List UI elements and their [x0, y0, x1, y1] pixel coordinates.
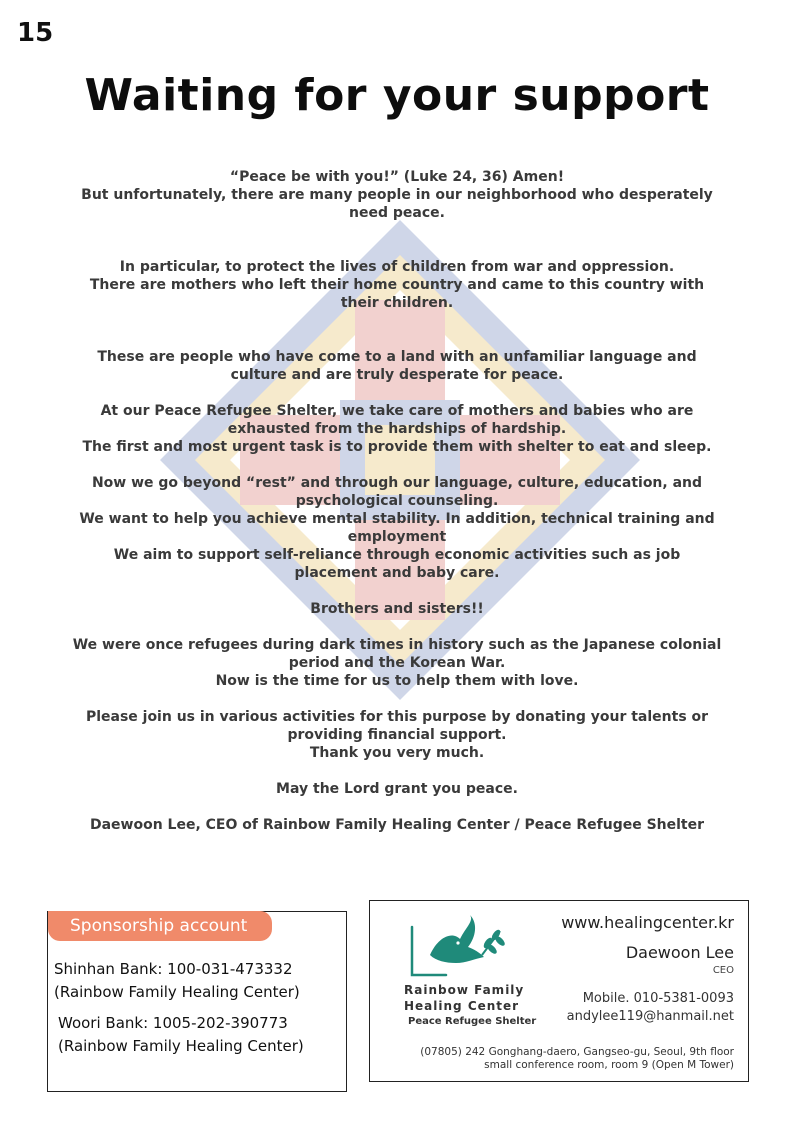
- paragraph: “Peace be with you!” (Luke 24, 36) Amen! But unfortunately, there are many people in our neighborhood who desperately need peace.: [81, 169, 713, 221]
- paragraph: Brothers and sisters!!: [310, 601, 484, 617]
- shinhan-bank-account: Shinhan Bank: 100-031-473332 (Rainbow Family Healing Center): [54, 960, 300, 1001]
- paragraph: We were once refugees during dark times in history such as the Japanese colonial period and the Korean War. Now is the time for us to help them with love.: [72, 637, 722, 689]
- page-title: Waiting for your support: [84, 70, 710, 121]
- contact-name: Daewoon Lee: [625, 943, 734, 962]
- paragraph: May the Lord grant you peace.: [276, 781, 518, 797]
- business-card: [369, 900, 749, 1082]
- logo-wordmark: Rainbow Family Healing Center Peace Refugee Shelter: [404, 983, 537, 1027]
- email-link[interactable]: andylee119@hanmail.net: [566, 1009, 734, 1024]
- mobile-number: Mobile. 010-5381-0093: [582, 991, 734, 1006]
- paragraph: In particular, to protect the lives of children from war and oppression. There are mothers who left their home country and came to this country with their children.: [89, 259, 705, 311]
- contact-role: CEO: [712, 965, 734, 976]
- letter-body: [70, 168, 724, 834]
- paragraph: Please join us in various activities for this purpose by donating your talents or providing financial support. Thank you very much.: [85, 709, 709, 761]
- paragraph: Now we go beyond “rest” and through our language, culture, education, and psychological counseling. We want to help you achieve mental stability. In addition, technical training and employment We aim to support self-reliance through economic activities such as job placement and baby care.: [79, 475, 715, 581]
- dove-with-olive-branch-icon: [408, 913, 508, 981]
- address: (07805) 242 Gonghang-daero, Gangseo-gu, Seoul, 9th floor small conference room, room 9 (Open M Tower): [420, 1046, 734, 1071]
- sponsorship-account-box: [47, 911, 347, 1092]
- paragraph: At our Peace Refugee Shelter, we take care of mothers and babies who are exhausted from the hardships of hardship. The first and most urgent task is to provide them with shelter to eat and sleep.: [82, 403, 712, 455]
- paragraph: These are people who have come to a land with an unfamiliar language and culture and are truly desperate for peace.: [97, 349, 697, 383]
- signature-line: Daewoon Lee, CEO of Rainbow Family Healing Center / Peace Refugee Shelter: [89, 817, 705, 833]
- sponsorship-label: Sponsorship account: [48, 911, 272, 941]
- woori-bank-account: Woori Bank: 1005-202-390773 (Rainbow Family Healing Center): [58, 1014, 304, 1055]
- page-number: 15: [17, 18, 54, 48]
- website-link[interactable]: www.healingcenter.kr: [561, 913, 734, 932]
